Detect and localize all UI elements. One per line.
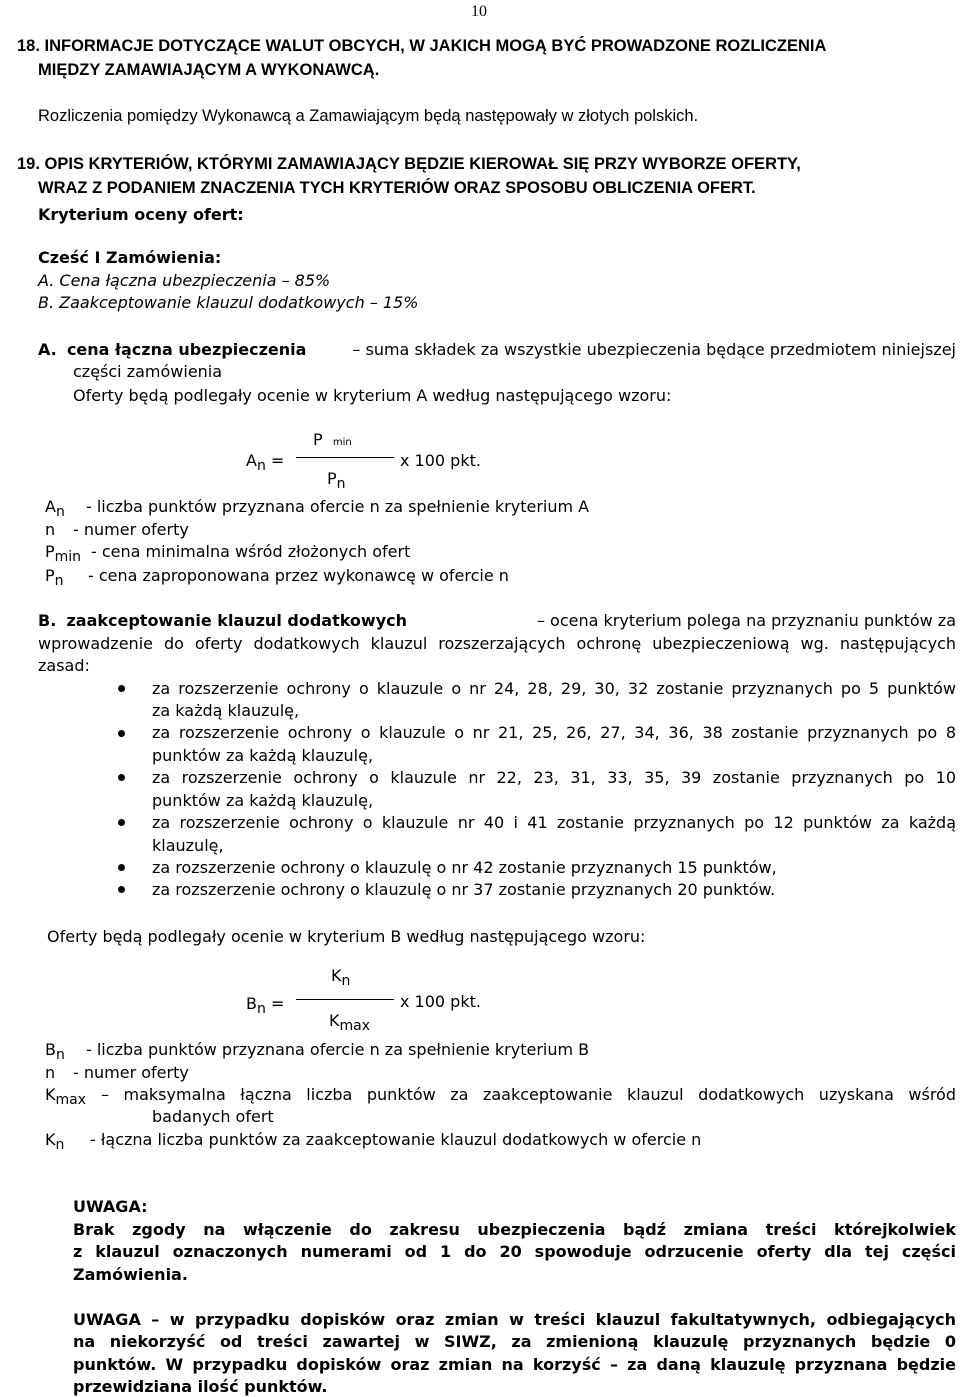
legend-b-row-4: Kn bbox=[45, 1130, 65, 1153]
notice-1-line1: Brak zgody na włączenie do zakresu ubezpieczenia bądź zmiana treści którejkolwiek bbox=[73, 1220, 956, 1239]
legend-b-row-2: n bbox=[45, 1063, 56, 1082]
formula-b-intro: Oferty będą podlegały ocenie w kryterium B według następującego wzoru: bbox=[47, 927, 646, 946]
legend-b-row-3-text: – maksymalna łączna liczba punktów za zaakceptowanie klauzul dodatkowych uzyskana wśród bbox=[101, 1085, 956, 1104]
criteria-heading: Kryterium oceny ofert: bbox=[38, 205, 244, 224]
formula-a-denominator: Pn bbox=[327, 469, 346, 492]
legend-a-row-3-text: - cena minimalna wśród złożonych ofert bbox=[91, 542, 411, 561]
formula-a-fraction-line bbox=[296, 457, 394, 458]
bullet-dot bbox=[118, 730, 125, 737]
legend-b-row-1-text: - liczba punktów przyznana ofercie n za spełnienie kryterium B bbox=[86, 1040, 590, 1059]
section-a-term: cena łączna ubezpieczenia bbox=[66, 340, 307, 359]
bullet-3-line1: za rozszerzenie ochrony o klauzule nr 22, 23, 31, 33, 35, 39 zostanie przyznanych po 10 bbox=[152, 768, 956, 787]
legend-b-row-4-text: - łączna liczba punktów za zaakceptowanie klauzul dodatkowych w ofercie n bbox=[90, 1130, 702, 1149]
section-19-heading-line2: WRAZ Z PODANIEM ZNACZENIA TYCH KRYTERIÓW ORAZ SPOSOBU OBLICZENIA OFERT. bbox=[38, 179, 756, 197]
legend-a-row-1-text: - liczba punktów przyznana ofercie n za spełnienie kryterium A bbox=[86, 497, 590, 516]
formula-b-multiplier: x 100 pkt. bbox=[400, 992, 481, 1011]
notice-2-line1: UWAGA – w przypadku dopisków oraz zmian w treści klauzul fakultatywnych, odbiegających bbox=[73, 1310, 956, 1329]
section-18-heading-line2: MIĘDZY ZAMAWIAJĄCYM A WYKONAWCĄ. bbox=[38, 61, 380, 79]
bullet-5-line1: za rozszerzenie ochrony o klauzulę o nr 42 zostanie przyznanych 15 punktów, bbox=[152, 858, 777, 877]
formula-a-numerator: P min bbox=[313, 430, 352, 449]
notice-2-line3: punktów. W przypadku dopisków oraz zmian na korzyść – za daną klauzulę przyznana będzie bbox=[73, 1355, 956, 1374]
criterion-b: B. Zaakceptowanie klauzul dodatkowych – 15% bbox=[38, 293, 419, 312]
formula-a-lhs: An = bbox=[246, 451, 285, 474]
bullet-1-line2: za każdą klauzulę, bbox=[152, 701, 300, 720]
formula-b-numerator: Kn bbox=[331, 966, 351, 989]
notice-2-line4: przewidziana ilość punktów. bbox=[73, 1377, 328, 1396]
legend-a-row-4: Pn bbox=[45, 566, 64, 589]
criterion-a: A. Cena łączna ubezpieczenia – 85% bbox=[38, 271, 331, 290]
formula-b-lhs: Bn = bbox=[246, 994, 285, 1017]
section-19-heading-line1: 19. OPIS KRYTERIÓW, KTÓRYMI ZAMAWIAJĄCY BĘDZIE KIEROWAŁ SIĘ PRZY WYBORZE OFERTY, bbox=[17, 155, 801, 173]
legend-b-row-1: Bn bbox=[45, 1040, 65, 1063]
legend-a-row-2-text: - numer oferty bbox=[73, 520, 189, 539]
bullet-6-line1: za rozszerzenie ochrony o klauzulę o nr 37 zostanie przyznanych 20 punktów. bbox=[152, 880, 776, 899]
legend-b-row-3-text-cont: badanych ofert bbox=[152, 1107, 274, 1126]
part-heading: Cześć I Zamówienia: bbox=[38, 248, 222, 267]
bullet-2-line2: punktów za każdą klauzulę, bbox=[152, 746, 374, 765]
section-b-line1 bbox=[38, 611, 956, 630]
section-a-label: A. bbox=[38, 340, 57, 359]
formula-a-intro: Oferty będą podlegały ocenie w kryterium A według następującego wzoru: bbox=[73, 386, 672, 405]
section-18-text: Rozliczenia pomiędzy Wykonawcą a Zamawiającym będą następowały w złotych polskich. bbox=[38, 107, 699, 125]
notice-2-line2: na niekorzyść od treści zawartej w SIWZ, za zmienioną klauzulę przyznanych będzie 0 bbox=[73, 1332, 956, 1351]
bullet-4-line2: klauzulę, bbox=[152, 836, 224, 855]
notice-1-line3: Zamówienia. bbox=[73, 1265, 188, 1284]
bullet-dot bbox=[118, 864, 125, 871]
section-b-label: B. bbox=[38, 611, 57, 630]
notice-1-heading: UWAGA: bbox=[73, 1197, 148, 1216]
bullet-dot bbox=[118, 886, 125, 893]
section-b-term: zaakceptowanie klauzul dodatkowych bbox=[66, 611, 408, 630]
formula-b-fraction-line bbox=[296, 999, 394, 1000]
section-18-heading-line1: 18. INFORMACJE DOTYCZĄCE WALUT OBCYCH, W JAKICH MOGĄ BYĆ PROWADZONE ROZLICZENIA bbox=[17, 37, 827, 55]
bullet-dot bbox=[118, 685, 125, 692]
section-a-desc: – suma składek za wszystkie ubezpieczenia będące przedmiotem niniejszej bbox=[352, 340, 956, 359]
bullet-dot bbox=[118, 774, 125, 781]
notice-1-line2: z klauzul oznaczonych numerami od 1 do 20 spowoduje odrzucenie oferty dla tej części bbox=[73, 1242, 956, 1261]
legend-a-row-2: n bbox=[45, 520, 56, 539]
legend-a-row-4-text: - cena zaproponowana przez wykonawcę w ofercie n bbox=[88, 566, 509, 585]
page-number: 10 bbox=[471, 3, 487, 20]
section-a-desc-line2: części zamówienia bbox=[73, 362, 223, 381]
section-b-desc-line3: zasad: bbox=[38, 656, 90, 675]
bullet-dot bbox=[118, 819, 125, 826]
bullet-1-line1: za rozszerzenie ochrony o klauzule o nr 24, 28, 29, 30, 32 zostanie przyznanych po 5 punktów bbox=[152, 679, 956, 698]
legend-b-row-2-text: - numer oferty bbox=[73, 1063, 189, 1082]
legend-a-row-1: An bbox=[45, 497, 65, 520]
section-b-desc: – ocena kryterium polega na przyznaniu punktów za bbox=[536, 611, 956, 630]
bullet-3-line2: punktów za każdą klauzulę, bbox=[152, 791, 374, 810]
bullet-4-line1: za rozszerzenie ochrony o klauzule nr 40 i 41 zostanie przyznanych po 12 punktów za każdą bbox=[152, 813, 956, 832]
formula-b-denominator: Kmax bbox=[329, 1011, 371, 1034]
section-b-desc-line2: wprowadzenie do oferty dodatkowych klauzul rozszerzających ochronę ubezpieczeniową wg. następujących bbox=[38, 634, 956, 653]
section-a-line1 bbox=[38, 340, 956, 359]
legend-a-row-3: Pmin bbox=[45, 542, 82, 565]
legend-b-row-3: Kmax bbox=[45, 1085, 87, 1108]
formula-a-multiplier: x 100 pkt. bbox=[400, 451, 481, 470]
bullet-2-line1: za rozszerzenie ochrony o klauzule o nr 21, 25, 26, 27, 34, 36, 38 zostanie przyznanych po 8 bbox=[152, 723, 956, 742]
